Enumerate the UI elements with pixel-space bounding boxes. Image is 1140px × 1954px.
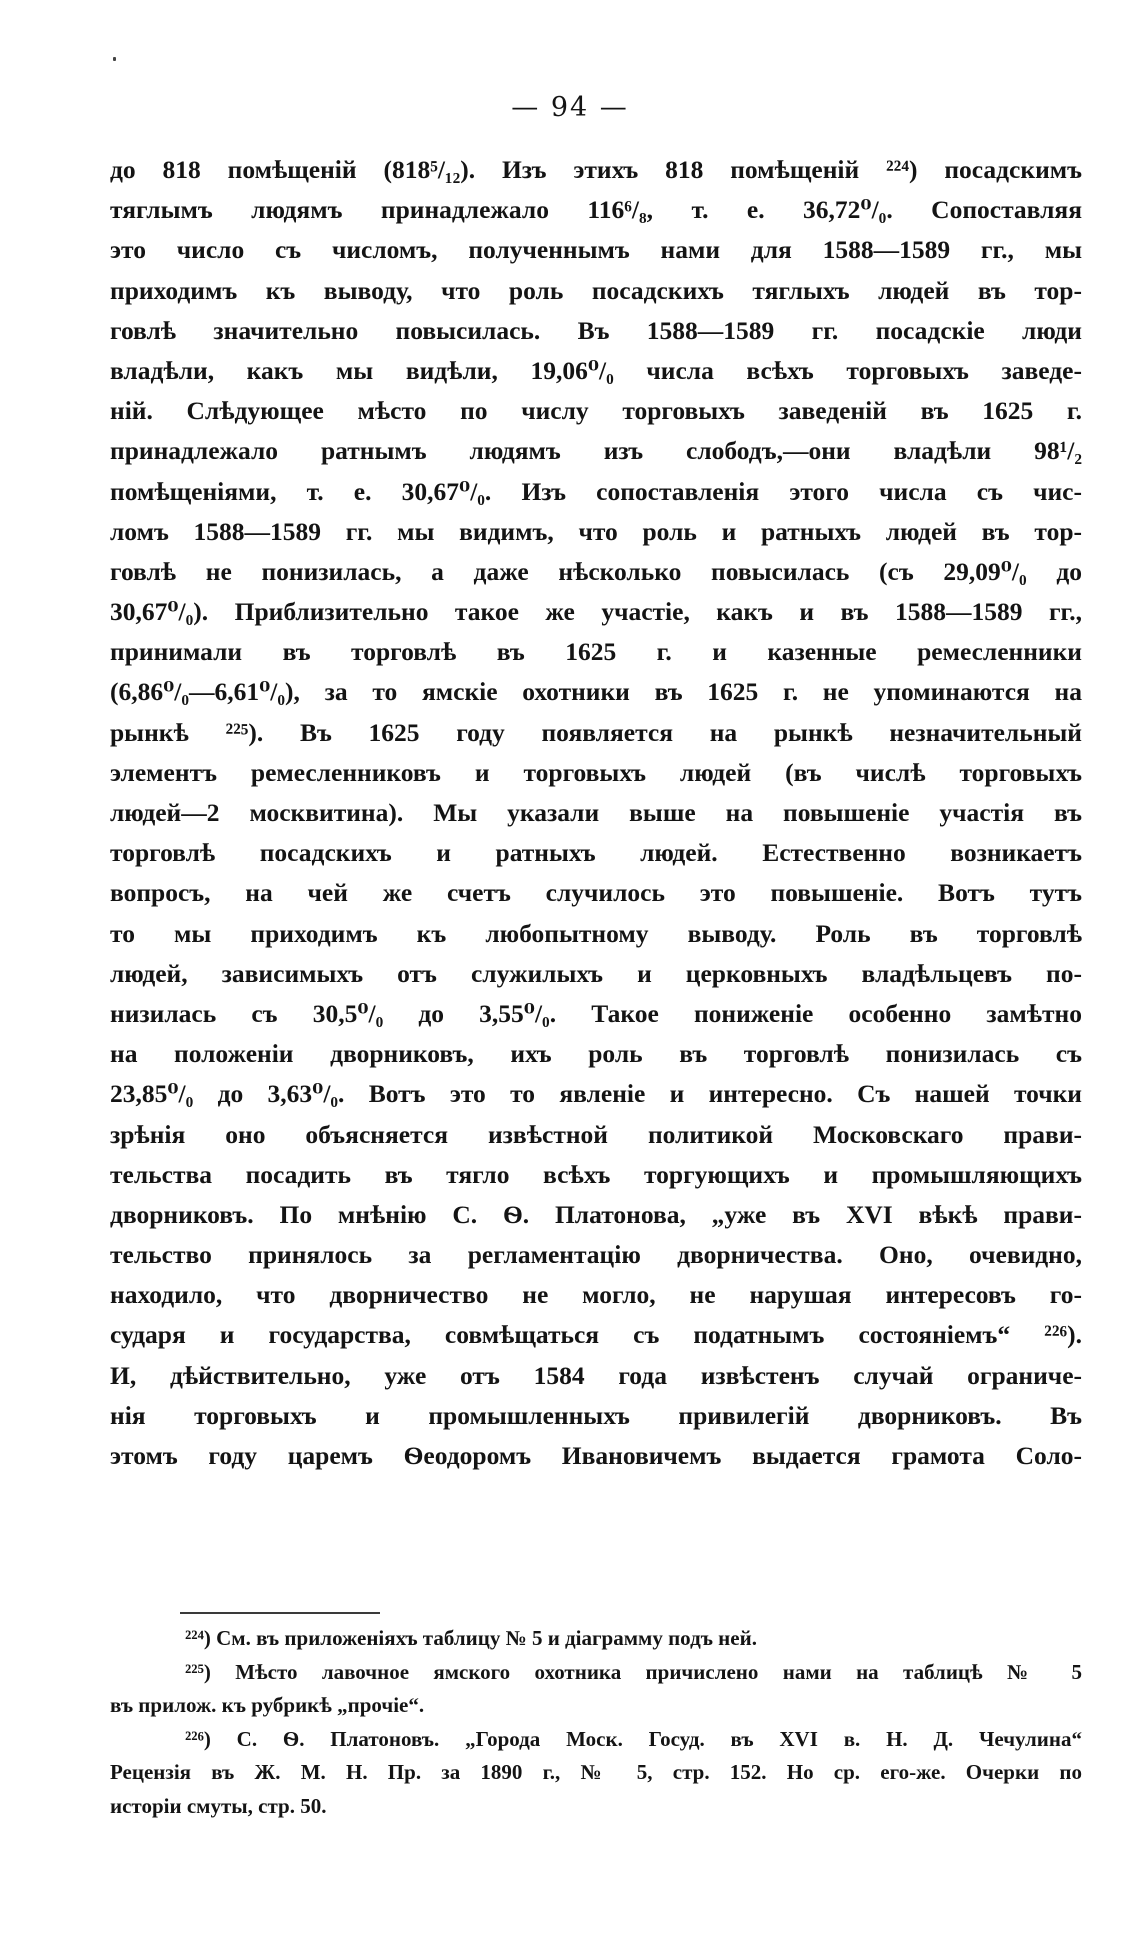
footnote-226: ²²⁶) С. Ѳ. Платоновъ. „Города Моск. Госуд. въ XVI в. Н. Д. Чечулина“ bbox=[185, 1726, 1082, 1751]
body-line: приходимъ къ выводу, что роль посадскихъ тяглыхъ людей въ тор- bbox=[110, 275, 1082, 305]
body-line: до 818 помѣщеній (818⁵/₁₂). Изъ этихъ 818 помѣщеній ²²⁴) посадскимъ bbox=[110, 155, 1082, 184]
body-line: людей, зависимыхъ отъ служилыхъ и церковныхъ владѣльцевъ по- bbox=[110, 958, 1082, 988]
body-line: низилась съ 30,5⁰/₀ до 3,55⁰/₀. Такое пониженіе особенно замѣтно bbox=[110, 998, 1082, 1028]
body-line: помѣщеніями, т. е. 30,67⁰/₀. Изъ сопоставленія этого числа съ чис- bbox=[110, 476, 1082, 506]
body-line: ломъ 1588—1589 гг. мы видимъ, что роль и ратныхъ людей въ тор- bbox=[110, 516, 1082, 546]
body-line: зрѣнія оно объясняется извѣстной политикой Московскаго прави- bbox=[110, 1119, 1082, 1149]
body-line: ній. Слѣдующее мѣсто по числу торговыхъ заведеній въ 1625 г. bbox=[110, 396, 1082, 426]
footnote-224: ²²⁴) См. въ приложеніяхъ таблицу № 5 и діаграмму подъ ней. bbox=[185, 1626, 757, 1650]
footnote-225-continued: въ прилож. къ рубрикѣ „прочіе“. bbox=[110, 1693, 425, 1717]
scan-speck bbox=[113, 57, 116, 61]
body-line: на положеніи дворниковъ, ихъ роль въ торговлѣ понизилась съ bbox=[110, 1039, 1082, 1069]
body-line: это число съ числомъ, полученнымъ нами для 1588—1589 гг., мы bbox=[110, 235, 1082, 265]
body-line: людей—2 москвитина). Мы указали выше на повышеніе участія въ bbox=[110, 798, 1082, 827]
body-line: (6,86⁰/₀—6,61⁰/₀), за то ямскіе охотники въ 1625 г. не упоминаются на bbox=[110, 677, 1082, 707]
body-text bbox=[110, 150, 1082, 1476]
body-line: дворниковъ. По мнѣнію С. Ѳ. Платонова, „уже въ XVI вѣкѣ прави- bbox=[110, 1199, 1082, 1229]
body-line: тяглымъ людямъ принадлежало 116⁶/₈, т. е. 36,72⁰/₀. Сопоставляя bbox=[110, 195, 1082, 225]
body-line: элементъ ремесленниковъ и торговыхъ людей (въ числѣ торговыхъ bbox=[110, 757, 1082, 787]
body-line: вопросъ, на чей же счетъ случилось это повышеніе. Вотъ тутъ bbox=[110, 878, 1082, 908]
footnotes bbox=[110, 1622, 1082, 1823]
body-line: тельства посадить въ тягло всѣхъ торгующихъ и промышляющихъ bbox=[110, 1159, 1082, 1189]
body-line: этомъ году царемъ Ѳеодоромъ Ивановичемъ выдается грамота Соло- bbox=[110, 1441, 1082, 1470]
body-line: владѣли, какъ мы видѣли, 19,06⁰/₀ числа всѣхъ торговыхъ заведе- bbox=[110, 355, 1082, 385]
body-line: сударя и государства, совмѣщаться съ податнымъ состояніемъ“ ²²⁶). bbox=[110, 1320, 1082, 1350]
body-line: И, дѣйствительно, уже отъ 1584 года извѣстенъ случай ограниче- bbox=[110, 1360, 1082, 1390]
body-line: находило, что дворничество не могло, не нарушая интересовъ го- bbox=[110, 1280, 1082, 1310]
footnote-divider bbox=[180, 1612, 380, 1614]
body-line: 23,85⁰/₀ до 3,63⁰/₀. Вотъ это то явленіе и интересно. Съ нашей точки bbox=[110, 1079, 1082, 1109]
body-line: торговлѣ посадскихъ и ратныхъ людей. Естественно возникаетъ bbox=[110, 838, 1082, 868]
footnote-226-continued: Рецензія въ Ж. М. Н. Пр. за 1890 г., № 5, стр. 152. Но ср. его-же. Очерки по bbox=[110, 1760, 1082, 1784]
body-line: рынкѣ ²²⁵). Въ 1625 году появляется на рынкѣ незначительный bbox=[110, 717, 1082, 747]
body-line: говлѣ не понизилась, а даже нѣсколько повысилась (съ 29,09⁰/₀ до bbox=[110, 556, 1082, 586]
body-line: принадлежало ратнымъ людямъ изъ слободъ,—они владѣли 98¹/₂ bbox=[110, 436, 1082, 466]
footnote-225: ²²⁵) Мѣсто лавочное ямского охотника причислено нами на таблицѣ № 5 bbox=[185, 1659, 1082, 1684]
body-line: тельство принялось за регламентацію дворничества. Оно, очевидно, bbox=[110, 1240, 1082, 1270]
body-line: нія торговыхъ и промышленныхъ привилегій дворниковъ. Въ bbox=[110, 1400, 1082, 1430]
body-line: то мы приходимъ къ любопытному выводу. Роль въ торговлѣ bbox=[110, 918, 1082, 948]
body-line: 30,67⁰/₀). Приблизительно такое же участіе, какъ и въ 1588—1589 гг., bbox=[110, 597, 1082, 627]
body-line: говлѣ значительно повысилась. Въ 1588—1589 гг. посадскіе люди bbox=[110, 315, 1082, 345]
footnote-226-continued: исторіи смуты, стр. 50. bbox=[110, 1793, 327, 1818]
page-number: — 94 — bbox=[511, 92, 629, 123]
body-line: принимали въ торговлѣ въ 1625 г. и казенные ремесленники bbox=[110, 637, 1082, 667]
